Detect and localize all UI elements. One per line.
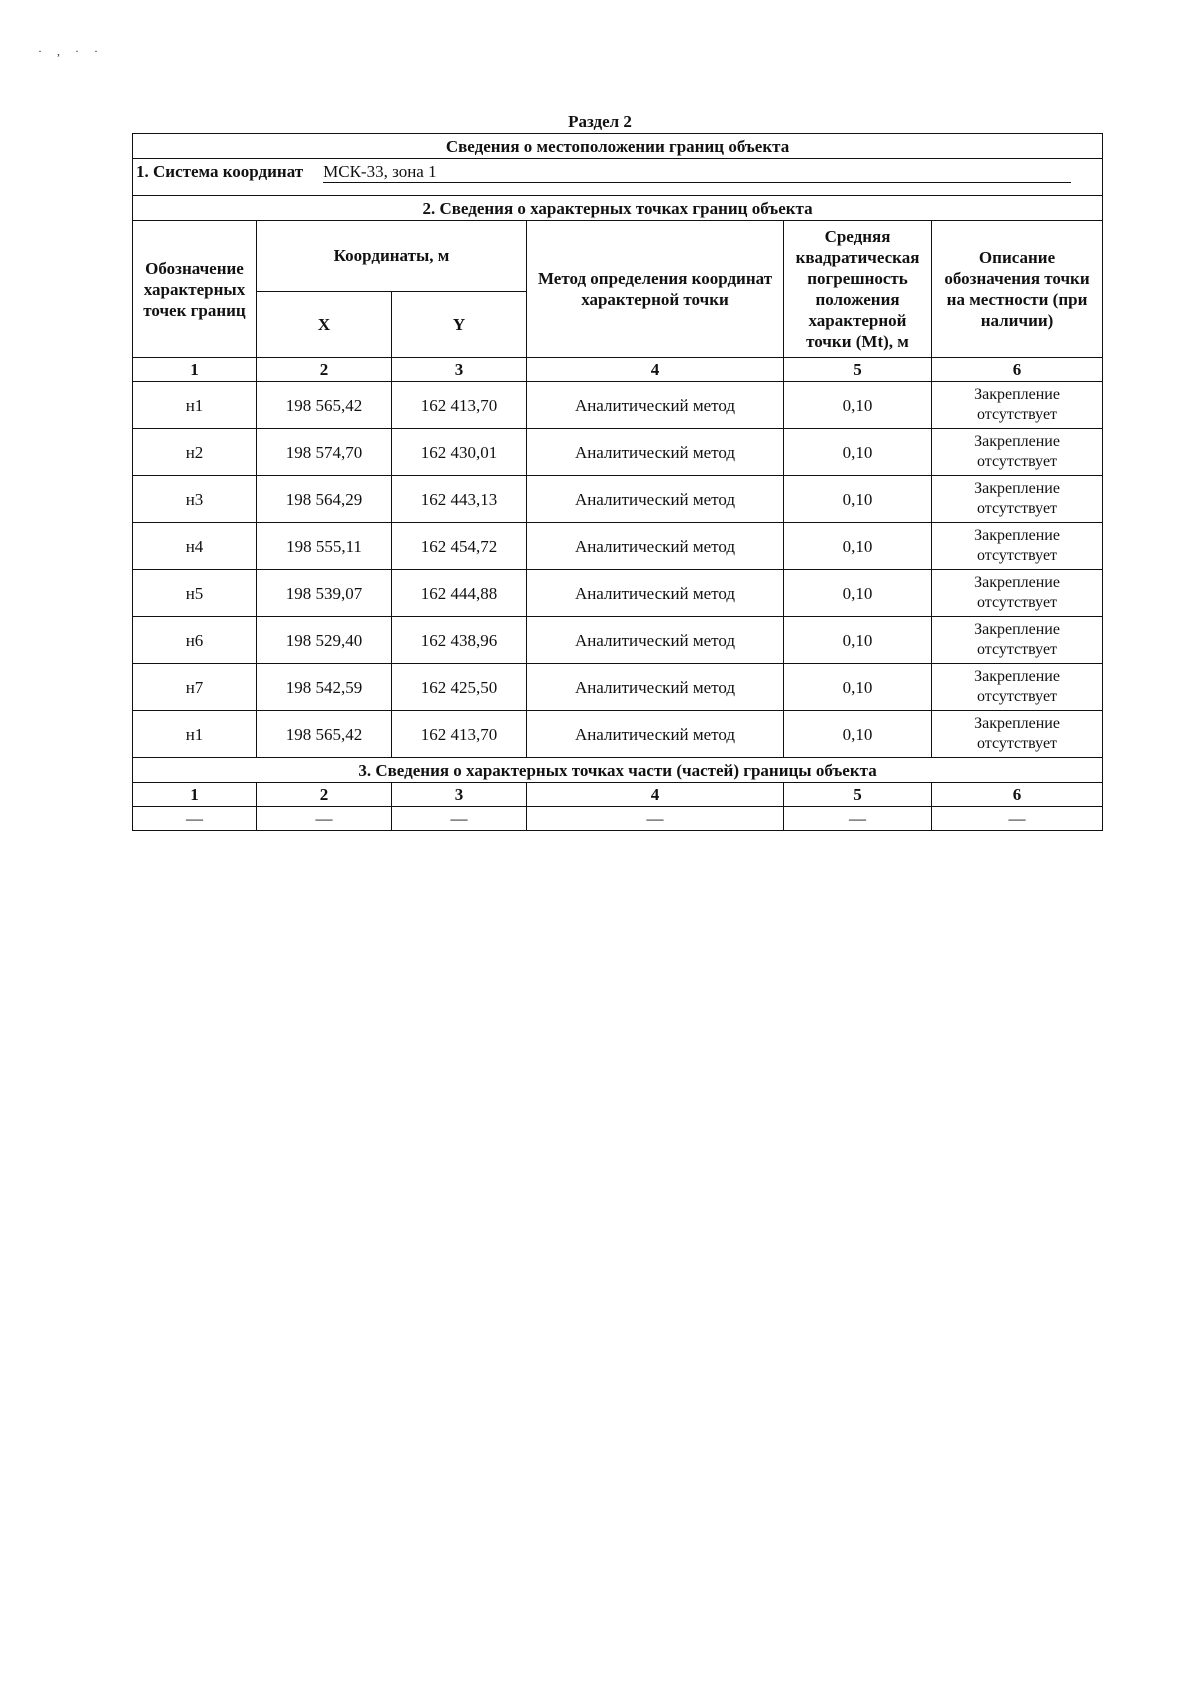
method: Аналитический метод [527,429,784,476]
x-coordinate: 198 555,11 [257,523,392,570]
scan-specks: · , · · [38,44,104,58]
y-coordinate: 162 454,72 [392,523,527,570]
point-id: н4 [133,523,257,570]
y-coordinate: 162 443,13 [392,476,527,523]
empty-cell: — [392,807,527,831]
error-value: 0,10 [784,664,932,711]
col-description-header: Описание обозначения точки на местности (при наличии) [932,221,1103,358]
description-line: Закрепление [974,527,1060,544]
boundary-table [132,133,1103,831]
table-row [133,476,1103,523]
point-description [932,523,1103,570]
col-method-header: Метод определения координат характерной точки [527,221,784,358]
error-value: 0,10 [784,617,932,664]
parts-empty-row [133,807,1103,831]
x-coordinate: 198 565,42 [257,711,392,758]
description-line: Закрепление [974,574,1060,591]
description-line: отсутствует [977,547,1058,564]
description-line: отсутствует [977,735,1058,752]
point-id: н5 [133,570,257,617]
description-line: отсутствует [977,500,1058,517]
parts-column-numbers-row [133,783,1103,807]
method: Аналитический метод [527,382,784,429]
description-line: Закрепление [974,715,1060,732]
empty-cell: — [784,807,932,831]
point-description [932,711,1103,758]
description-line: отсутствует [977,594,1058,611]
table-row [133,711,1103,758]
point-id: н1 [133,711,257,758]
col-coords-header: Координаты, м [257,221,527,292]
table-row [133,429,1103,476]
col-x-header: X [257,291,392,357]
empty-cell: — [257,807,392,831]
column-numbers-row [133,358,1103,382]
y-coordinate: 162 438,96 [392,617,527,664]
y-coordinate: 162 425,50 [392,664,527,711]
error-value: 0,10 [784,429,932,476]
y-coordinate: 162 430,01 [392,429,527,476]
method: Аналитический метод [527,664,784,711]
col-error-header: Средняя квадратическая погрешность положения характерной точки (Mt), м [784,221,932,358]
point-description [932,664,1103,711]
point-id: н2 [133,429,257,476]
parts-section-title: 3. Сведения о характерных точках части (частей) границы объекта [133,758,1103,783]
error-value: 0,10 [784,570,932,617]
description-line: Закрепление [974,386,1060,403]
table-row [133,523,1103,570]
point-description [932,617,1103,664]
column-number: 6 [932,783,1103,807]
column-number: 1 [133,783,257,807]
coord-system-label: 1. Система координат [136,162,304,181]
x-coordinate: 198 565,42 [257,382,392,429]
column-number: 5 [784,358,932,382]
empty-cell: — [133,807,257,831]
method: Аналитический метод [527,617,784,664]
column-number: 2 [257,358,392,382]
section-title: Раздел 2 [568,112,632,131]
y-coordinate: 162 444,88 [392,570,527,617]
column-number: 2 [257,783,392,807]
empty-cell: — [527,807,784,831]
empty-cell: — [932,807,1103,831]
description-line: Закрепление [974,668,1060,685]
column-number: 5 [784,783,932,807]
error-value: 0,10 [784,382,932,429]
point-description [932,429,1103,476]
table-row [133,664,1103,711]
coord-system-value: МСК-33, зона 1 [323,162,1071,183]
point-id: н1 [133,382,257,429]
description-line: отсутствует [977,453,1058,470]
description-line: Закрепление [974,480,1060,497]
column-number: 3 [392,358,527,382]
x-coordinate: 198 574,70 [257,429,392,476]
x-coordinate: 198 529,40 [257,617,392,664]
description-line: Закрепление [974,433,1060,450]
table-row [133,617,1103,664]
point-id: н7 [133,664,257,711]
column-number: 4 [527,783,784,807]
column-number: 1 [133,358,257,382]
table-row [133,570,1103,617]
method: Аналитический метод [527,570,784,617]
method: Аналитический метод [527,476,784,523]
y-coordinate: 162 413,70 [392,382,527,429]
description-line: отсутствует [977,406,1058,423]
y-coordinate: 162 413,70 [392,711,527,758]
point-id: н3 [133,476,257,523]
points-section-title: 2. Сведения о характерных точках границ объекта [133,196,1103,221]
point-id: н6 [133,617,257,664]
column-number: 3 [392,783,527,807]
col-y-header: Y [392,291,527,357]
point-description [932,476,1103,523]
error-value: 0,10 [784,523,932,570]
point-description [932,570,1103,617]
method: Аналитический метод [527,523,784,570]
description-line: отсутствует [977,688,1058,705]
x-coordinate: 198 542,59 [257,664,392,711]
column-number: 6 [932,358,1103,382]
description-line: Закрепление [974,621,1060,638]
x-coordinate: 198 564,29 [257,476,392,523]
header-title: Сведения о местоположении границ объекта [133,134,1103,159]
error-value: 0,10 [784,476,932,523]
x-coordinate: 198 539,07 [257,570,392,617]
coord-system-row [133,159,1103,196]
method: Аналитический метод [527,711,784,758]
table-row [133,382,1103,429]
column-number: 4 [527,358,784,382]
point-description [932,382,1103,429]
col-designation-header: Обозначение характерных точек границ [133,221,257,358]
description-line: отсутствует [977,641,1058,658]
error-value: 0,10 [784,711,932,758]
